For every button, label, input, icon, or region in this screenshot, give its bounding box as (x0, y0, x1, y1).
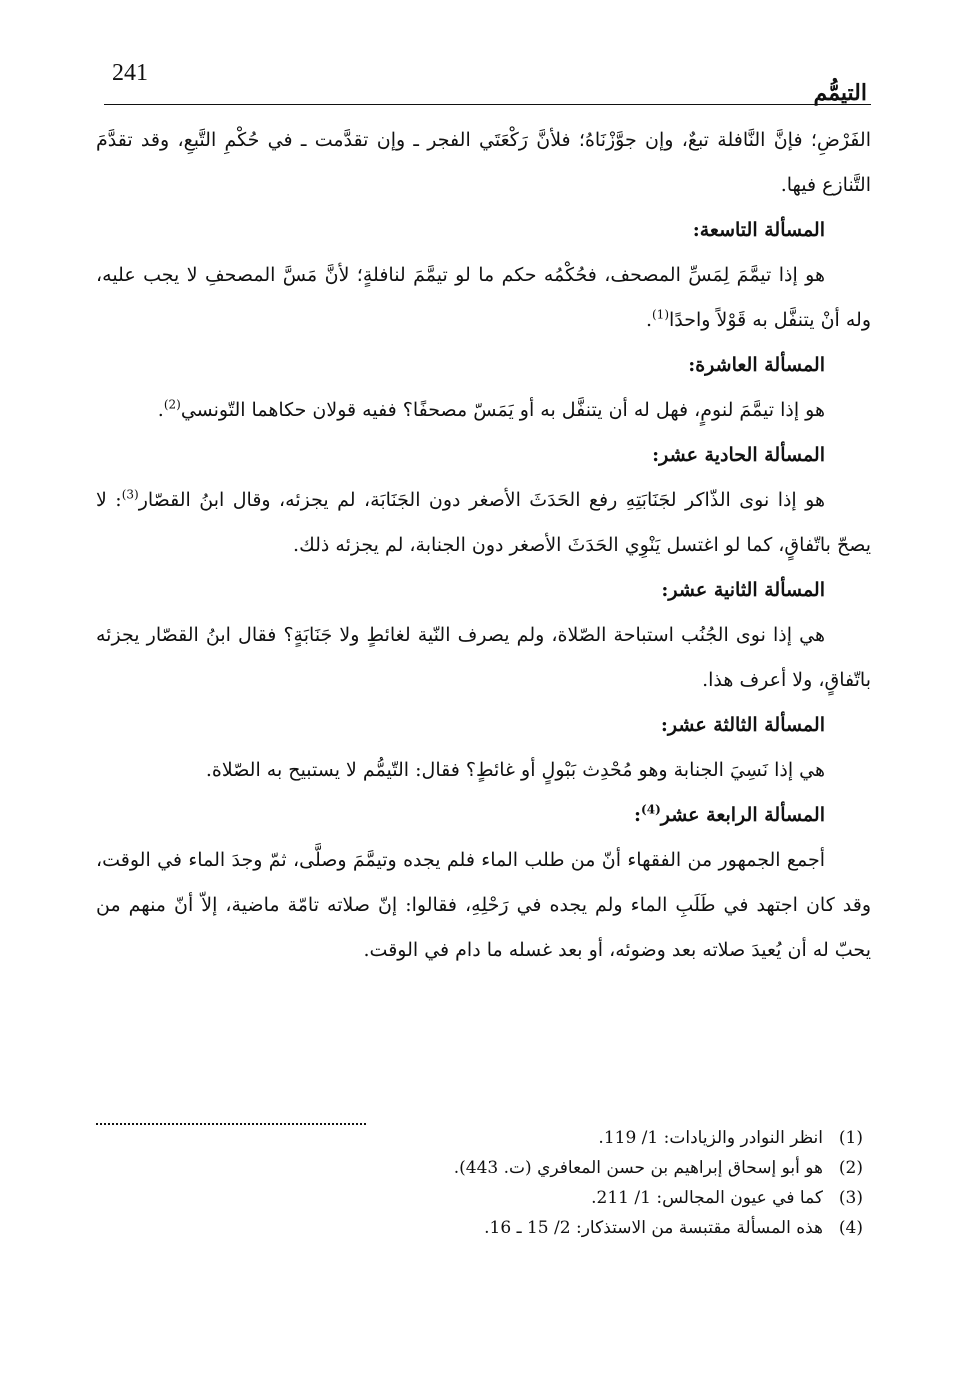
heading-question-11: المسألة الحادية عشر: (652, 444, 825, 466)
paragraph-question-9 (96, 253, 871, 343)
paragraph-end: . (645, 309, 652, 331)
footnote-item (96, 1213, 871, 1243)
heading-text: المسألة الرابعة عشر (660, 804, 825, 826)
header-rule (104, 104, 871, 105)
running-head: التيمُّم (813, 80, 867, 106)
footnote-ref-1: (1) (651, 307, 669, 322)
footnote-item (96, 1153, 871, 1183)
paragraph-question-14: أجمع الجمهور من الفقهاء أنّ من طلب الماء فلم يجده وتيمَّمَ وصلَّى، ثمّ وجدَ الماء في الوقت، وقد كان اجتهد في طَلَبِ الماء ولم يجده في رَحْلِهِ، فقالوا: إنّ صلاته تامّة ماضية، إلاّ أنّ منهم من يحبّ له أن يُعيدَ صلاته بعد وضوئه، أو بعد غسله ما دام في الوقت. (96, 849, 871, 961)
paragraph-question-10 (96, 388, 871, 433)
page-number: 241 (112, 60, 148, 86)
footnote-ref-2: (2) (163, 397, 181, 412)
paragraph-question-11 (96, 478, 871, 568)
paragraph-text: هو إذا تيمَّمَ لِمَسِّ المصحف، فحُكْمُه حكم ما لو تيمَّمَ لنافلةٍ؛ لأنَّ مَسَّ المصحفِ لا يجب عليه، وله أنْ يتنفَّل به قَوْلاً واحدًا (96, 264, 871, 331)
footnote-item (96, 1183, 871, 1213)
footnote-text: انظر النوادر والزيادات: 1/ 119. (598, 1128, 823, 1148)
heading-question-10: المسألة العاشرة: (688, 354, 825, 376)
footnote-number: (1) (838, 1128, 863, 1148)
footnote-number: (3) (838, 1188, 863, 1208)
heading-question-9: المسألة التاسعة: (692, 219, 825, 241)
paragraph-text-cont: : لا يصحّ باتّفاقٍ، كما لو اغتسل يَنْوِي الحَدَثَ الأصغر دون الجنابة، لم يجزئه ذلك. (96, 489, 871, 556)
paragraph-question-13: هي إذا نَسِيَ الجنابة وهو مُحْدِث بَبْولٍ أو غائطٍ؟ فقال: التّيمُّم لا يستبيح به الصّلاة. (205, 759, 825, 781)
paragraph-text: هو إذا تيمَّمَ لنومٍ، فهل له أن يتنفَّل به أو يَمَسّ مصحفًا؟ ففيه قولان حكاهما التّونسي (180, 399, 825, 421)
footnote-text: هذه المسألة مقتبسة من الاستذكار: 2/ 15 ـ 16. (484, 1218, 823, 1238)
main-text (96, 118, 871, 973)
heading-colon: : (634, 804, 642, 826)
paragraph-question-12: هي إذا نوى الجُنُب استباحة الصّلاة، ولم يصرف النّية لغائطٍ ولا جَنَابَةٍ؟ فقال ابنُ القصّار يجزئه باتّفاقٍ، ولا أعرف هذا. (96, 624, 871, 691)
paragraph-end: . (157, 399, 164, 421)
footnote-number: (2) (838, 1158, 863, 1178)
footnote-ref-3: (3) (121, 487, 139, 502)
heading-question-12: المسألة الثانية عشر: (661, 579, 825, 601)
footnote-text: كما في عيون المجالس: 1/ 211. (591, 1188, 823, 1208)
heading-question-13: المسألة الثالثة عشر: (660, 714, 825, 736)
paragraph-text: هو إذا نوى الذّاكر لجَنَابَتِهِ رفع الحَدَثَ الأصغر دون الجَنَابَة، لم يجزئه، وقال ابنُ القصّار (138, 489, 825, 511)
paragraph-continuation: الفَرْضِ؛ فإنَّ النَّافلة تبعٌ، وإن جوَّزْنَاهُ؛ فلأنَّ رَكْعَتَي الفجر ـ وإن تقدَّمت ـ في حُكْمِ التَّبعِ، وقد تقدَّمَ التَّنازع فيها. (96, 129, 871, 196)
footnote-item (96, 1123, 871, 1153)
footnote-text: هو أبو إسحاق إبراهيم بن حسن المعافري (ت. 443). (453, 1158, 823, 1178)
footnote-number: (4) (838, 1218, 863, 1238)
footnotes (96, 1123, 871, 1243)
heading-question-14 (96, 793, 871, 838)
footnote-ref-4: (4) (641, 802, 661, 817)
